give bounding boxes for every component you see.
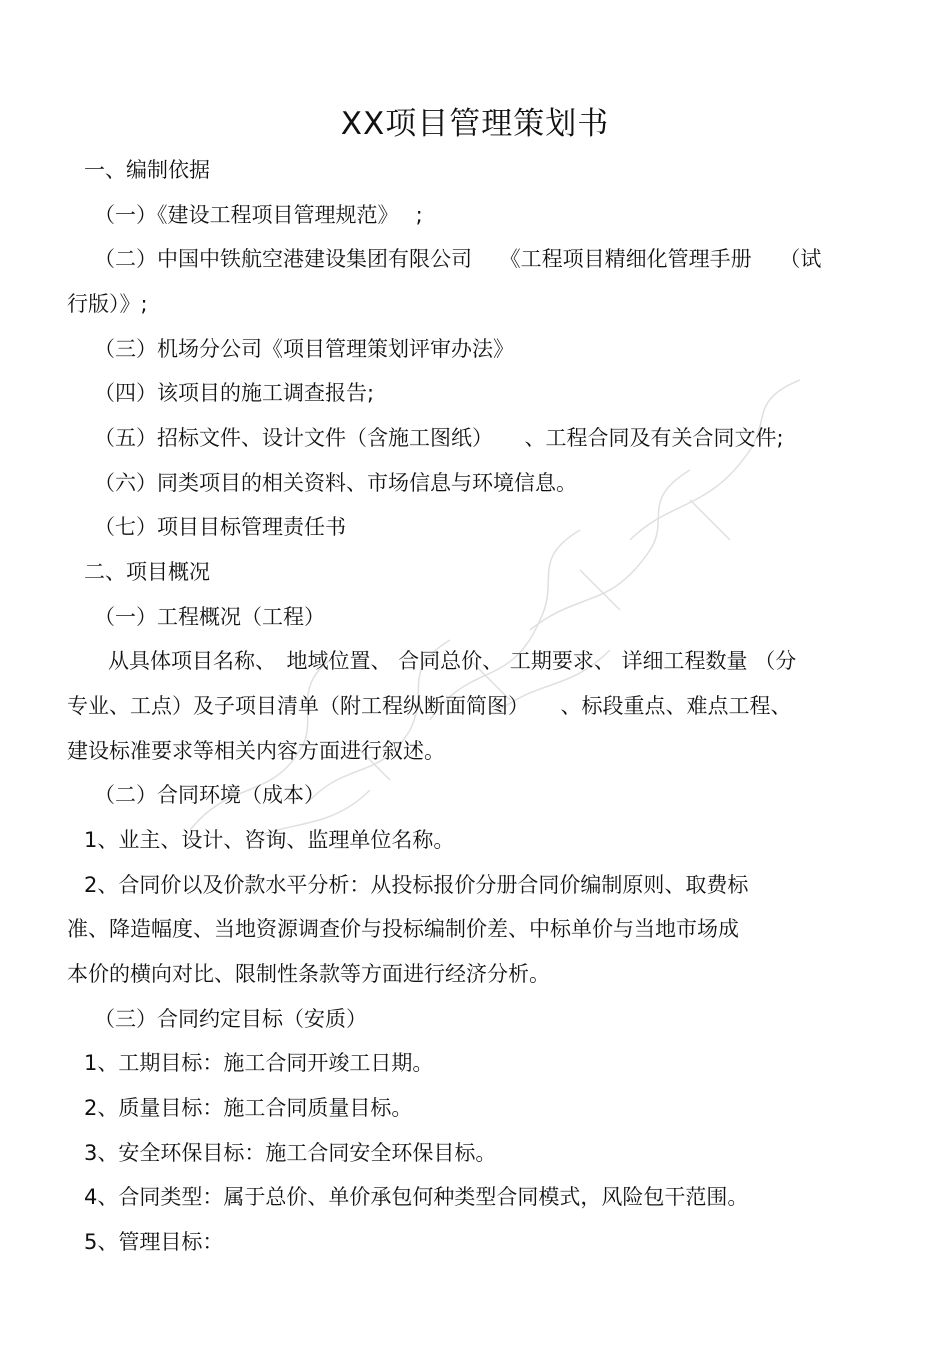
subsection-heading: （一）工程概况（工程） [94, 605, 325, 629]
numbered-item: 5、管理目标： [84, 1230, 224, 1254]
paragraph-line: 准、降造幅度、当地资源调查价与投标编制价差、中标单价与当地市场成 [67, 917, 739, 941]
list-item: （五）招标文件、设计文件（含施工图纸） 、工程合同及有关合同文件; [94, 426, 784, 450]
paragraph-line: 专业、工点）及子项目清单（附工程纵断面简图） 、标段重点、难点工程、 [67, 694, 792, 718]
numbered-item: 2、合同价以及价款水平分析：从投标报价分册合同价编制原则、取费标 [84, 873, 749, 897]
list-item: （二）中国中铁航空港建设集团有限公司 《工程项目精细化管理手册 （试 [94, 247, 822, 271]
numbered-item: 1、工期目标：施工合同开竣工日期。 [84, 1051, 434, 1075]
list-item-continuation: 行版）》; [67, 292, 148, 316]
numbered-item: 2、质量目标：施工合同质量目标。 [84, 1096, 413, 1120]
section-heading-basis: 一、编制依据 [84, 158, 210, 182]
numbered-item: 3、安全环保目标：施工合同安全环保目标。 [84, 1141, 497, 1165]
section-heading-overview: 二、项目概况 [84, 560, 210, 584]
document-title: XX项目管理策划书 [340, 106, 610, 142]
list-item: （六）同类项目的相关资料、市场信息与环境信息。 [94, 471, 577, 495]
subsection-heading: （三）合同约定目标（安质） [94, 1007, 367, 1031]
list-item: （四）该项目的施工调查报告; [94, 381, 375, 405]
list-item: （三）机场分公司《项目管理策划评审办法》 [94, 337, 514, 361]
paragraph-line: 本价的横向对比、限制性条款等方面进行经济分析。 [67, 962, 550, 986]
subsection-heading: （二）合同环境（成本） [94, 783, 325, 807]
numbered-item: 4、合同类型：属于总价、单价承包何种类型合同模式，风险包干范围。 [84, 1185, 749, 1209]
numbered-item: 1、业主、设计、咨询、监理单位名称。 [84, 828, 455, 852]
paragraph-line: 从具体项目名称、 地域位置、 合同总价、 工期要求、 详细工程数量 （分 [108, 649, 797, 673]
list-item: （七）项目目标管理责任书 [94, 515, 346, 539]
list-item: （一）《建设工程项目管理规范》 ; [94, 203, 423, 227]
paragraph-line: 建设标准要求等相关内容方面进行叙述。 [67, 739, 445, 763]
